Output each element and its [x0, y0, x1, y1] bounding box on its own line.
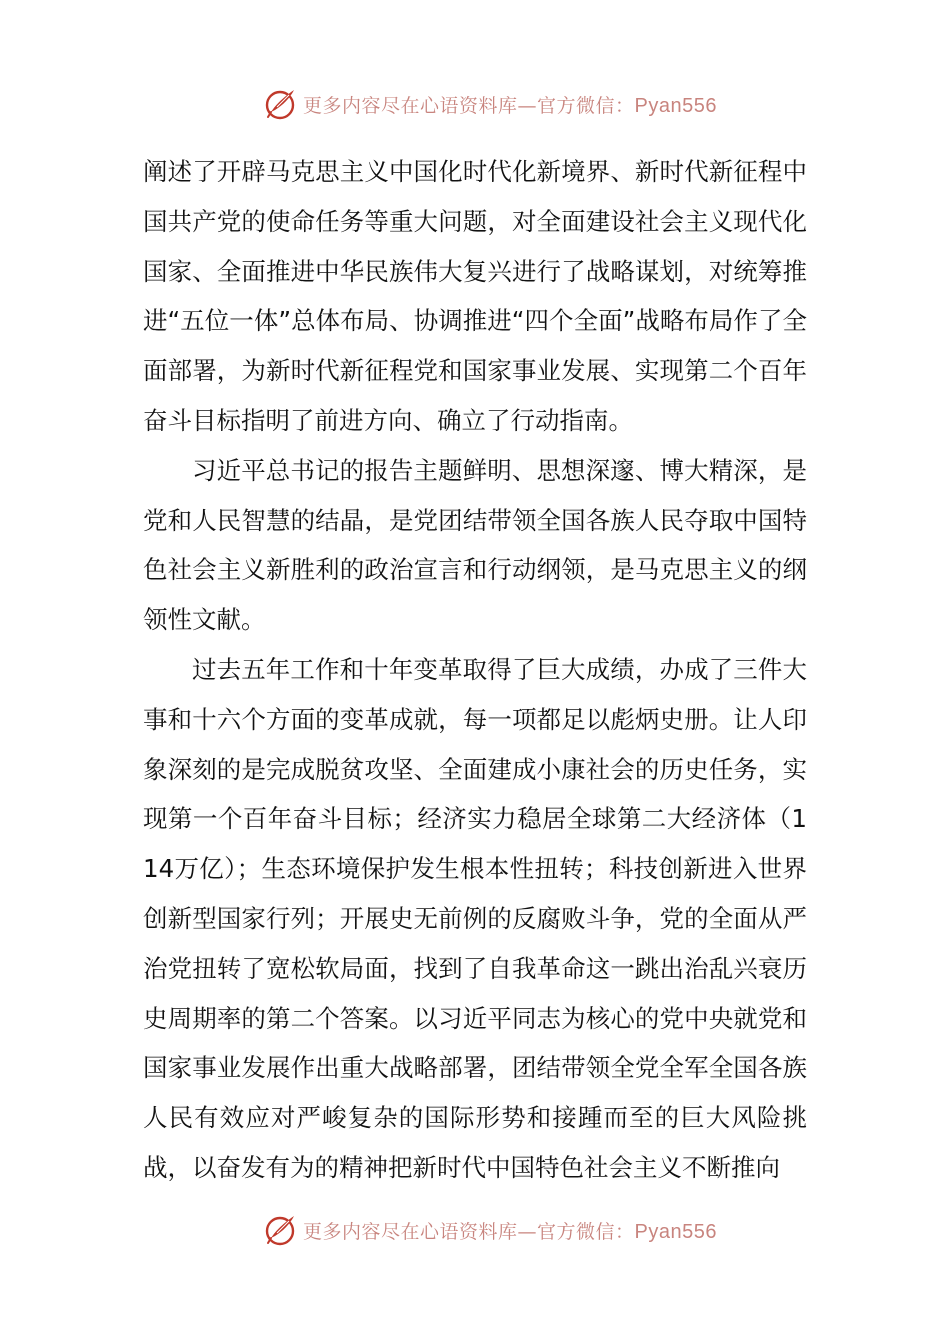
watermark-text: 更多内容尽在心语资料库—官方微信：Pyan556	[303, 94, 717, 117]
quill-pen-logo-icon	[263, 86, 299, 122]
paragraph-3: 过去五年工作和十年变革取得了巨大成绩，办成了三件大事和十六个方面的变革成就，每一项都足以彪炳史册。让人印象深刻的是完成脱贫攻坚、全面建成小康社会的历史任务，实现第一个百年奋斗目标；经济实力稳居全球第二大经济体（114万亿）；生态环境保护发生根本性扭转；科技创新进入世界创新型国家行列；开展史无前例的反腐败斗争，党的全面从严治党扭转了宽松软局面，找到了自我革命这一跳出治乱兴衰历史周期率的第二个答案。以习近平同志为核心的党中央就党和国家事业发展作出重大战略部署，团结带领全党全军全国各族人民有效应对严峻复杂的国际形势和接踵而至的巨大风险挑战，以奋发有为的精神把新时代中国特色社会主义不断推向	[143, 654, 807, 1182]
header-watermark	[0, 82, 950, 126]
footer-watermark	[0, 1208, 950, 1252]
watermark-group	[263, 1212, 717, 1248]
paragraph-2: 习近平总书记的报告主题鲜明、思想深邃、博大精深，是党和人民智慧的结晶，是党团结带领全国各族人民夺取中国特色社会主义新胜利的政治宣言和行动纲领，是马克思主义的纲领性文献。	[143, 455, 807, 635]
watermark-group	[263, 86, 717, 122]
paragraph-1: 阐述了开辟马克思主义中国化时代化新境界、新时代新征程中国共产党的使命任务等重大问题，对全面建设社会主义现代化国家、全面推进中华民族伟大复兴进行了战略谋划，对统筹推进“五位一体”总体布局、协调推进“四个全面”战略布局作了全面部署，为新时代新征程党和国家事业发展、实现第二个百年奋斗目标指明了前进方向、确立了行动指南。	[143, 157, 807, 435]
quill-pen-logo-icon	[263, 1212, 299, 1248]
document-body	[143, 147, 807, 1193]
watermark-text: 更多内容尽在心语资料库—官方微信：Pyan556	[303, 1220, 717, 1243]
